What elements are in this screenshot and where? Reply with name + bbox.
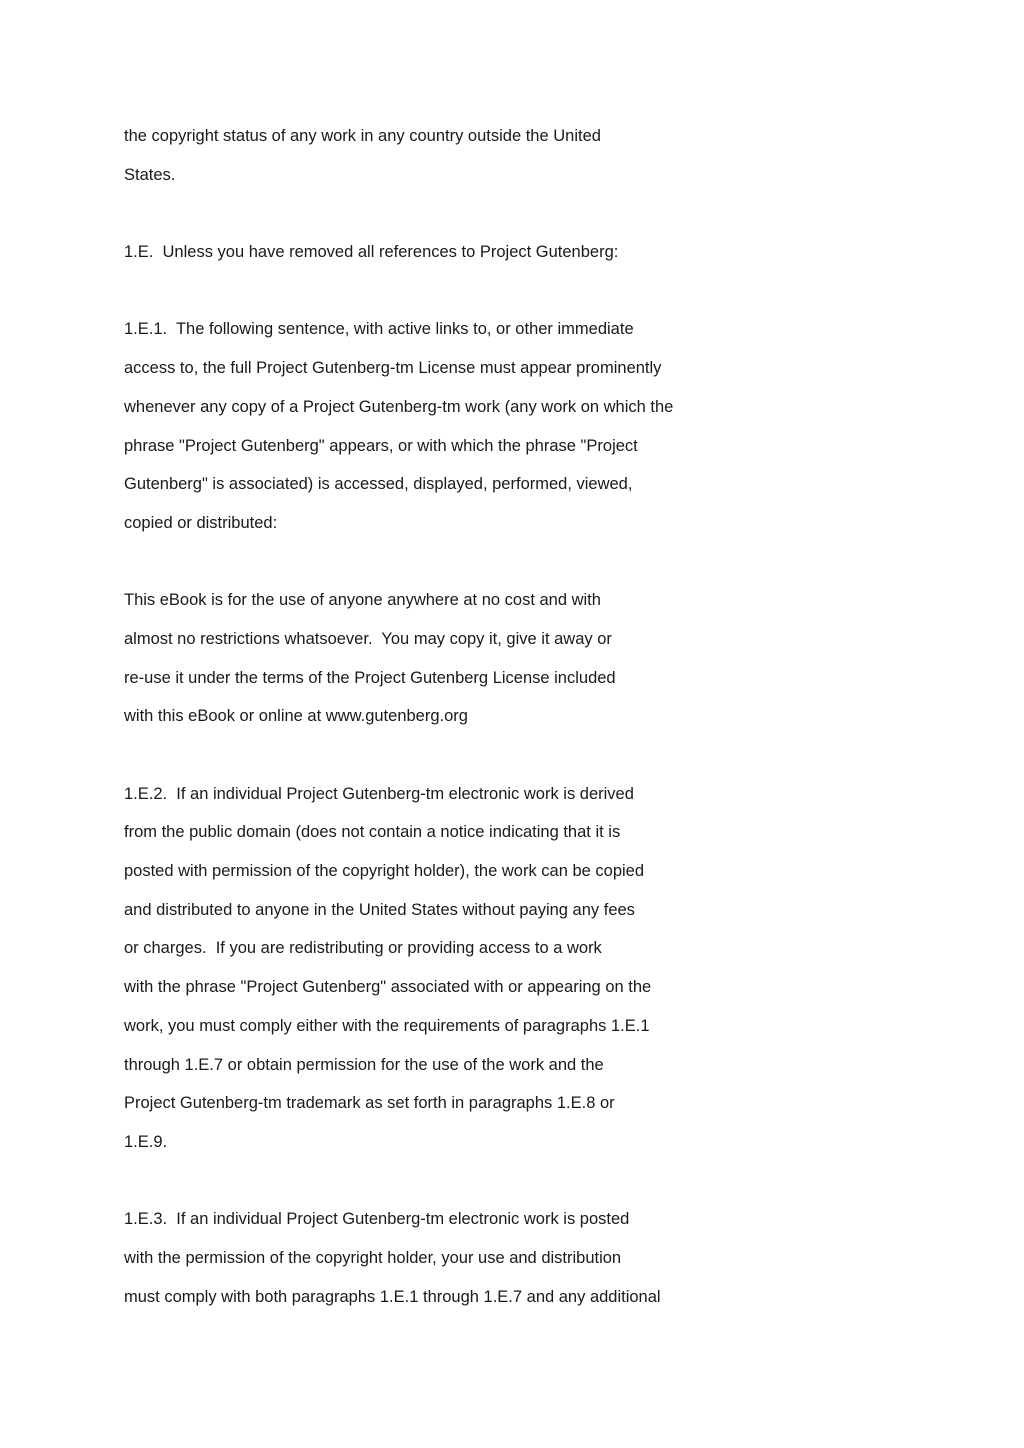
text-line: access to, the full Project Gutenberg-tm License must appear prominently <box>124 359 662 378</box>
text-line: copied or distributed: <box>124 513 278 532</box>
text-line: with this eBook or online at www.gutenberg.org <box>124 707 468 726</box>
text-line: This eBook is for the use of anyone anywhere at no cost and with <box>124 591 601 610</box>
text-line: re-use it under the terms of the Project Gutenberg License included <box>124 668 616 687</box>
text-line: States. <box>124 165 176 184</box>
text-line: 1.E.9. <box>124 1132 168 1151</box>
text-line: Project Gutenberg-tm trademark as set forth in paragraphs 1.E.8 or <box>124 1094 615 1113</box>
text-line: with the phrase "Project Gutenberg" associated with or appearing on the <box>124 978 652 997</box>
text-line: whenever any copy of a Project Gutenberg-tm work (any work on which the <box>124 397 674 416</box>
text-line: posted with permission of the copyright holder), the work can be copied <box>124 862 645 881</box>
section-heading: 1.E. Unless you have removed all references to Project Gutenberg: <box>124 243 619 262</box>
text-line: or charges. If you are redistributing or providing access to a work <box>124 939 602 958</box>
text-line: work, you must comply either with the requirements of paragraphs 1.E.1 <box>124 1016 650 1035</box>
text-line: 1.E.3. If an individual Project Gutenberg-tm electronic work is posted <box>124 1210 630 1229</box>
text-line: through 1.E.7 or obtain permission for the use of the work and the <box>124 1055 604 1074</box>
text-line: 1.E.1. The following sentence, with active links to, or other immediate <box>124 320 634 339</box>
text-line: with the permission of the copyright holder, your use and distribution <box>124 1248 622 1267</box>
blank-line <box>124 736 904 775</box>
document-body <box>124 117 904 1316</box>
text-line: and distributed to anyone in the United States without paying any fees <box>124 900 635 919</box>
blank-line <box>124 543 904 582</box>
blank-line <box>124 1162 904 1201</box>
blank-line <box>124 194 904 233</box>
text-line: from the public domain (does not contain a notice indicating that it is <box>124 823 621 842</box>
blank-line <box>124 272 904 311</box>
text-line: the copyright status of any work in any country outside the United <box>124 127 601 145</box>
text-line: Gutenberg" is associated) is accessed, displayed, performed, viewed, <box>124 475 633 494</box>
text-line: 1.E.2. If an individual Project Gutenberg-tm electronic work is derived <box>124 784 634 803</box>
text-line: must comply with both paragraphs 1.E.1 through 1.E.7 and any additional <box>124 1287 661 1306</box>
text-line: phrase "Project Gutenberg" appears, or with which the phrase "Project <box>124 436 638 455</box>
text-line: almost no restrictions whatsoever. You may copy it, give it away or <box>124 629 612 648</box>
